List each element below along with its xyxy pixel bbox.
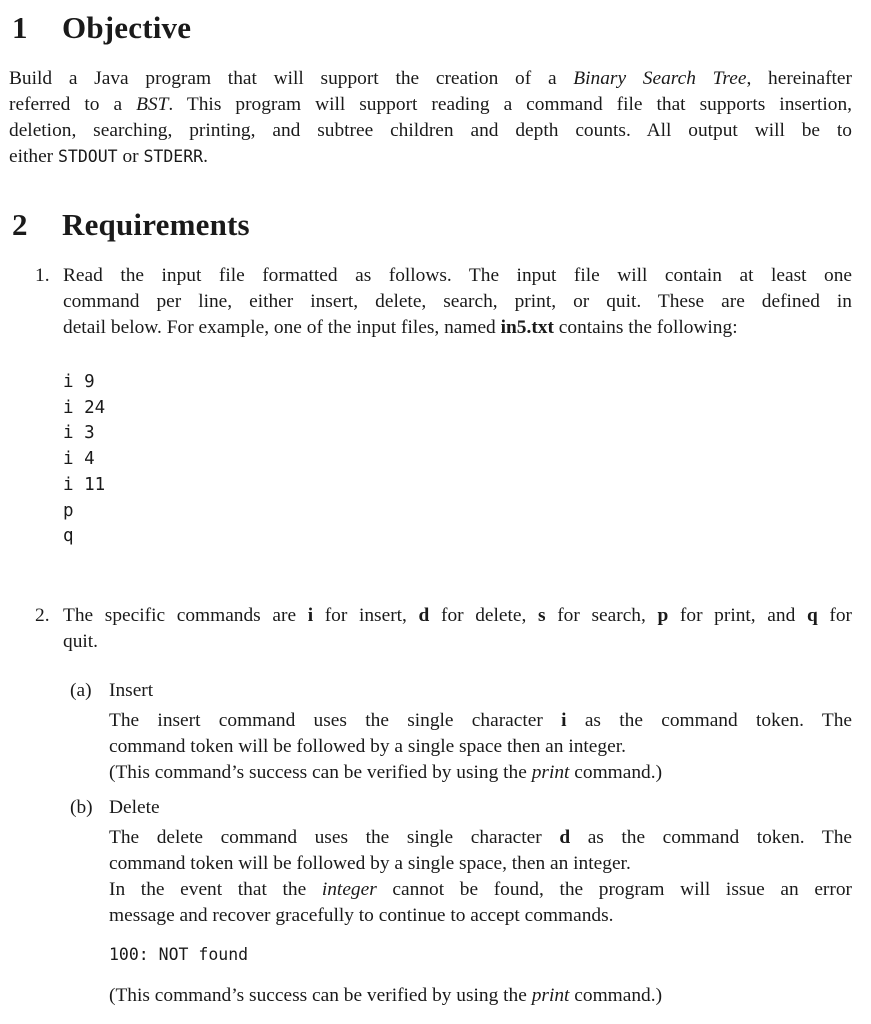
subsection-heading-insert: Insert — [109, 680, 154, 701]
code-line: i 24 — [63, 397, 106, 418]
sub-list-marker: (b) — [70, 797, 93, 818]
sub-list-marker: (a) — [70, 680, 92, 701]
paragraph-line: (This command’s success can be verified by using the print command.) — [109, 985, 663, 1006]
section-heading-requirements — [12, 207, 250, 243]
paragraph-line: message and recover gracefully to continue to accept commands. — [109, 905, 614, 926]
section-title: Objective — [62, 10, 192, 45]
code-line: i 11 — [63, 474, 106, 495]
insert-description — [109, 708, 852, 786]
code-line: i 9 — [63, 372, 95, 392]
list-item-commands — [63, 603, 852, 655]
paragraph-line: Build a Java program that will support the creation of a Binary Search Tree, hereinafter — [9, 68, 852, 89]
paragraph-line: command token will be followed by a single space then an integer. — [109, 736, 626, 757]
paragraph-line: quit. — [63, 631, 99, 652]
input-file-code-block — [63, 370, 105, 550]
code-line: i 4 — [63, 449, 95, 470]
paragraph-line: deletion, searching, printing, and subtree children and depth counts. All output will be to — [9, 120, 852, 141]
delete-description — [109, 825, 852, 929]
section-heading-objective — [12, 10, 191, 46]
file-name: in5.txt — [500, 317, 554, 338]
code-line: q — [63, 526, 74, 547]
error-message-example: 100: NOT found — [109, 945, 249, 964]
list-marker: 1. — [35, 265, 50, 286]
section-number: 1 — [12, 10, 28, 45]
objective-paragraph — [9, 66, 852, 170]
subsection-heading-delete: Delete — [109, 797, 160, 818]
paragraph-line: either STDOUT or STDERR. — [9, 146, 208, 167]
paragraph-line: Read the input file formatted as follows. The input file will contain at least one — [63, 265, 852, 286]
code-line: i 3 — [63, 423, 95, 444]
paragraph-line: The delete command uses the single character d as the command token. The — [109, 827, 852, 848]
section-title: Requirements — [62, 207, 250, 242]
delete-verify-note — [109, 983, 662, 1009]
paragraph-line: (This command’s success can be verified by using the print command.) — [109, 762, 663, 783]
paragraph-line: referred to a BST. This program will support reading a command file that supports insertion, — [9, 94, 853, 115]
paragraph-line: command token will be followed by a single space, then an integer. — [109, 853, 631, 874]
list-item-read-input — [63, 263, 852, 341]
list-marker: 2. — [35, 605, 50, 626]
code-line: p — [63, 500, 74, 521]
paragraph-line: In the event that the integer cannot be found, the program will issue an error — [109, 879, 852, 900]
paragraph-line: command per line, either insert, delete, search, print, or quit. These are defined in — [63, 291, 852, 312]
paragraph-line: detail below. For example, one of the input files, named in5.txt contains the following: — [63, 317, 738, 338]
section-number: 2 — [12, 207, 28, 242]
paragraph-line: The specific commands are i for insert, d for delete, s for search, p for print, and q for — [63, 605, 852, 626]
paragraph-line: The insert command uses the single character i as the command token. The — [109, 710, 852, 731]
